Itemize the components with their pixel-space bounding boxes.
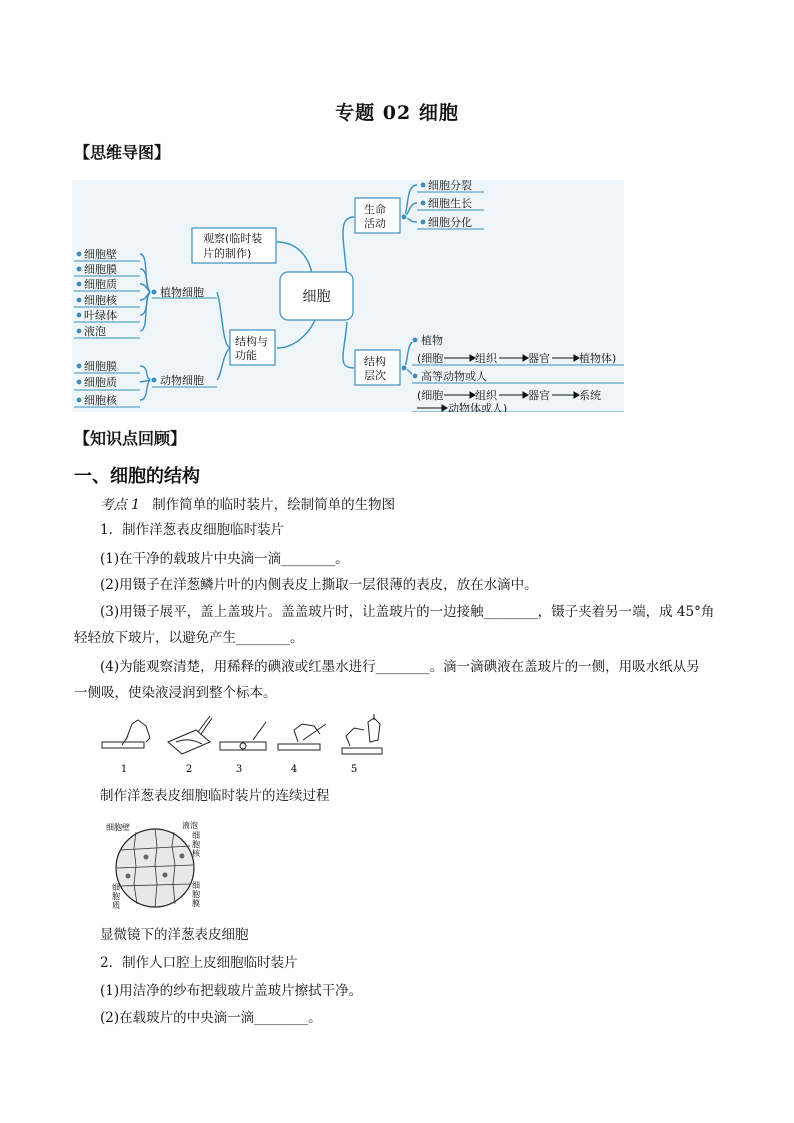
level-plant-chain-1: (细胞 — [417, 352, 444, 365]
label-cytoplasm-3: 质 — [112, 901, 120, 910]
label-cytoplasm-1: 细 — [112, 883, 120, 892]
label-vacuole: 液泡 — [182, 821, 198, 830]
level-animal-chain-4: 系统 — [579, 389, 601, 402]
animal-part: 细胞核 — [84, 394, 117, 407]
step-label: 5 — [350, 764, 358, 775]
step-label: 2 — [185, 764, 193, 775]
label-cell-wall: 细胞壁 — [106, 823, 130, 832]
step-label: 3 — [235, 764, 243, 775]
level-plant: 植物 — [421, 334, 443, 347]
mindmap-structure-1: 结构与 — [235, 335, 268, 348]
animal-part: 细胞膜 — [84, 360, 117, 373]
step-label: 4 — [290, 764, 298, 775]
plant-part: 细胞核 — [84, 294, 117, 307]
mindmap-life-1: 生命 — [364, 203, 386, 216]
level-animal: 高等动物或人 — [421, 370, 487, 383]
level-plant-chain-3: 器官 — [528, 352, 550, 365]
mindmap-plant-cell: 植物细胞 — [160, 286, 204, 299]
life-item: 细胞分化 — [428, 216, 472, 229]
procedure-illustration — [98, 712, 388, 778]
label-nucleus-1: 细 — [192, 831, 200, 840]
mindmap-center: 细胞 — [302, 289, 331, 305]
label-membrane-3: 膜 — [192, 899, 200, 908]
paragraph-1: (1)在干净的载玻片中央滴一滴________。 — [100, 551, 349, 567]
question-2: (2)在载玻片的中央滴一滴________。 — [100, 1010, 322, 1026]
label-membrane-1: 细 — [192, 881, 200, 890]
kaodian-line — [100, 496, 395, 514]
level-animal-chain-2: 组织 — [475, 389, 497, 402]
level-plant-chain-4: 植物体) — [579, 352, 617, 365]
plant-part: 细胞膜 — [84, 263, 117, 276]
onion-cell-figure — [100, 818, 215, 913]
kaodian-text: 制作简单的临时装片，绘制简单的生物图 — [152, 497, 396, 513]
plant-part: 细胞壁 — [84, 248, 117, 261]
plant-part: 液泡 — [84, 325, 106, 338]
mindmap-levels-2: 层次 — [364, 369, 386, 382]
mind-map — [72, 180, 624, 412]
plant-part: 细胞质 — [84, 278, 117, 291]
level-plant-chain-2: 组织 — [475, 352, 497, 365]
caption-onion-cell: 显微镜下的洋葱表皮细胞 — [100, 927, 249, 943]
mindmap-animal-cell: 动物细胞 — [160, 374, 204, 387]
paragraph-4a: (4)为能观察清楚，用稀释的碘液或红墨水进行________。滴一滴碘液在盖玻片的一侧，用吸水纸从另 — [100, 659, 700, 675]
heading-cell-structure: 一、细胞的结构 — [74, 466, 200, 487]
life-item: 细胞生长 — [428, 197, 472, 210]
plant-part: 叶绿体 — [84, 309, 117, 322]
label-nucleus-2: 胞 — [192, 840, 200, 849]
paragraph-3a: (3)用镊子展平，盖上盖玻片。盖盖玻片时，让盖玻片的一边接触________，镊子夹着另一端，成 45°角 — [100, 604, 715, 620]
page-title: 专题 02 细胞 — [335, 102, 459, 124]
label-membrane-2: 胞 — [192, 890, 200, 899]
paragraph-2: (2)用镊子在洋葱鳞片叶的内侧表皮上撕取一层很薄的表皮，放在水滴中。 — [100, 577, 538, 593]
mindmap-observe-2: 片的制作) — [203, 247, 252, 260]
animal-part: 细胞质 — [84, 376, 117, 389]
level-animal-chain-3: 器官 — [528, 389, 550, 402]
section-mindmap-heading: 【思维导图】 — [74, 143, 171, 162]
label-nucleus-3: 核 — [192, 849, 200, 858]
section-review-heading: 【知识点回顾】 — [74, 429, 187, 448]
kaodian-label: 考点 1 — [100, 497, 140, 513]
paragraph-3b: 轻轻放下玻片，以避免产生________。 — [74, 630, 304, 646]
level-animal-chain-1: (细胞 — [417, 389, 444, 402]
mindmap-life-2: 活动 — [364, 217, 386, 230]
level-animal-chain-5: 动物体或人) — [448, 402, 508, 412]
item1-title: 1．制作洋葱表皮细胞临时装片 — [100, 522, 285, 538]
mindmap-levels-1: 结构 — [364, 355, 386, 368]
caption-procedure: 制作洋葱表皮细胞临时装片的连续过程 — [100, 788, 330, 804]
mindmap-structure-2: 功能 — [235, 349, 257, 362]
mindmap-observe-1: 观察(临时装 — [203, 232, 263, 245]
question-1: (1)用洁净的纱布把载玻片盖玻片擦拭干净。 — [100, 983, 363, 999]
step-label: 1 — [120, 764, 128, 775]
label-cytoplasm-2: 胞 — [112, 892, 120, 901]
item2-title: 2．制作人口腔上皮细胞临时装片 — [100, 955, 298, 971]
paragraph-4b: 一侧吸，使染液浸润到整个标本。 — [74, 685, 277, 701]
life-item: 细胞分裂 — [428, 180, 472, 192]
